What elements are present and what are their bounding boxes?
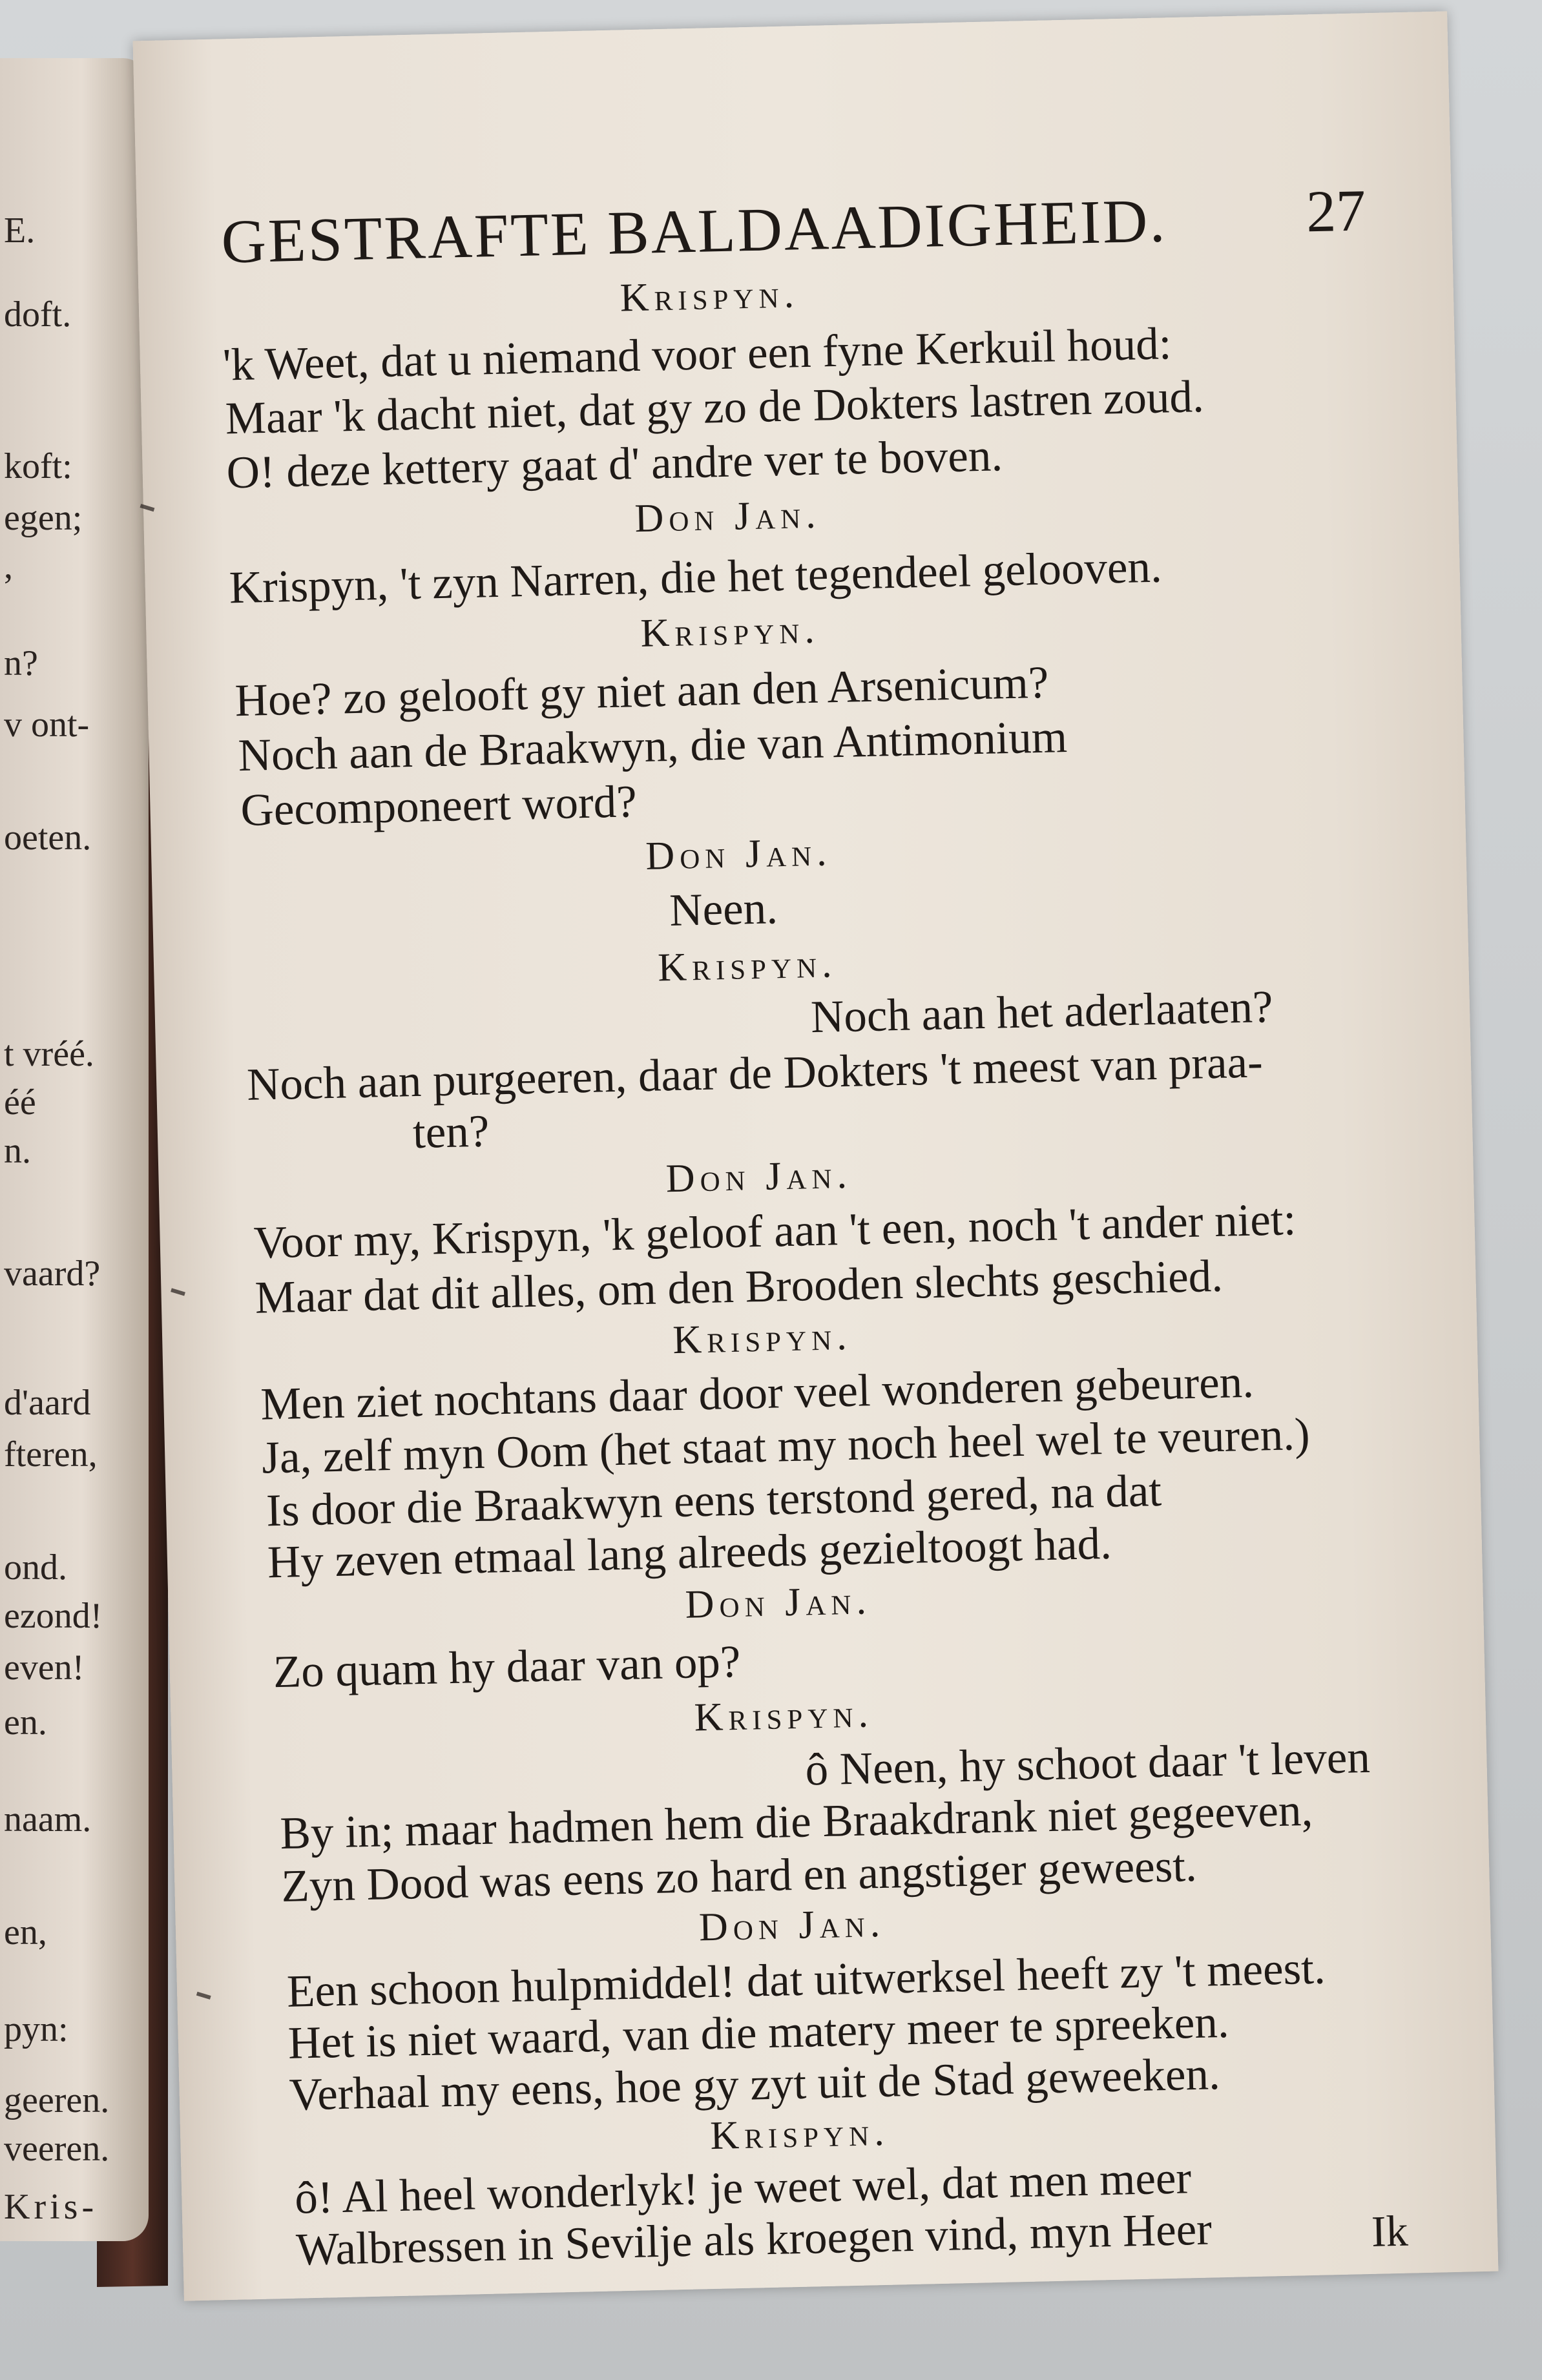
left-page-fragment: éé — [4, 1082, 36, 1123]
left-page-fragment: v ont- — [4, 705, 90, 745]
left-page-fragment: veeren. — [4, 2129, 110, 2169]
left-page-fragment: egen; — [4, 498, 83, 538]
speaker-name: Krispyn. — [709, 2109, 890, 2158]
speaker-name: Don Jan. — [645, 830, 833, 878]
verse-line: Maar dat dit alles, om den Brooden slechts geschied. — [254, 1250, 1224, 1323]
left-page-fragment: ezond! — [4, 1596, 103, 1636]
verse-line: Zo quam hy daar van op? — [273, 1636, 742, 1698]
verse-line: Noch aan het aderlaaten? — [810, 981, 1274, 1043]
verse-line: Voor my, Krispyn, 'k geloof aan 't een, noch 't ander niet: — [253, 1194, 1297, 1268]
right-page — [133, 11, 1499, 2301]
verse-line: Zyn Dood was eens zo hard en angstiger geweest. — [280, 1840, 1198, 1912]
verse-line: Gecomponeert word? — [240, 776, 638, 836]
page-mark — [196, 1992, 211, 2000]
left-page-fragment: en. — [4, 1702, 47, 1743]
speaker-name: Don Jan. — [698, 1901, 886, 1950]
left-page-fragment: naam. — [4, 1799, 92, 1839]
left-page-fragment: pyn: — [4, 2009, 68, 2049]
verse-line: Walbressen in Sevilje als kroegen vind, myn Heer — [295, 2204, 1213, 2275]
left-page-fragment: n. — [4, 1131, 31, 1171]
left-page-fragment: doft. — [4, 295, 72, 335]
verse-line: Het is niet waard, van die matery meer te spreeken. — [287, 1996, 1230, 2069]
verse-line: Hy zeven etmaal lang alreeds gezieltoogt had. — [267, 1518, 1112, 1588]
speaker-name: Krispyn. — [640, 607, 820, 656]
speaker-name: Don Jan. — [684, 1578, 872, 1627]
left-page-fragment: oeten. — [4, 818, 92, 858]
verse-line: ô! Al heel wonderlyk! je weet wel, dat men meer — [294, 2153, 1192, 2224]
page-mark — [171, 1288, 185, 1296]
left-page-fragment: fteren, — [4, 1434, 98, 1475]
speaker-name: Don Jan. — [634, 492, 822, 541]
verse-line: Men ziet nochtans daar door veel wonderen gebeuren. — [260, 1356, 1255, 1430]
verse-line: Noch aan de Braakwyn, die van Antimonium — [237, 712, 1068, 781]
verse-line: Is door die Braakwyn eens terstond gered, na dat — [266, 1465, 1162, 1537]
verse-line: Neen. — [669, 883, 778, 936]
verse-line: Ja, zelf myn Oom (het staat my noch heel wel te veuren.) — [261, 1409, 1311, 1484]
left-page — [0, 58, 149, 2241]
left-page-fragment: , — [4, 546, 13, 586]
verse-line: ten? — [412, 1106, 490, 1159]
left-page-fragment: E. — [4, 211, 36, 251]
speaker-name: Krispyn. — [620, 272, 800, 320]
left-page-fragment: ond. — [4, 1547, 67, 1588]
speaker-name: Krispyn. — [657, 942, 838, 990]
verse-line: Een schoon hulpmiddel! dat uitwerksel heeft zy 't meest. — [286, 1943, 1326, 2017]
speaker-name: Don Jan. — [665, 1152, 853, 1201]
verse-line: Krispyn, 't zyn Narren, die het tegendeel gelooven. — [228, 541, 1163, 614]
left-page-fragment: d'aard — [4, 1383, 91, 1423]
running-head: GESTRAFTE BALDAADIGHEID. — [220, 185, 1168, 276]
left-page-fragment: Kris- — [4, 2187, 98, 2227]
verse-line: ô Neen, hy schoot daar 't leven — [804, 1732, 1371, 1795]
verse-line: O! deze kettery gaat d' andre ver te boven. — [225, 430, 1003, 499]
verse-line: Maar 'k dacht niet, dat gy zo de Dokters lastren zoud. — [224, 371, 1205, 444]
page-number: 27 — [1305, 177, 1367, 245]
left-page-fragment: koft: — [4, 446, 72, 486]
speaker-name: Krispyn. — [693, 1692, 874, 1740]
catchword: Ik — [1371, 2206, 1409, 2256]
speaker-name: Krispyn. — [672, 1314, 853, 1363]
verse-line: Hoe? zo gelooft gy niet aan den Arsenicum? — [234, 657, 1050, 727]
verse-line: Noch aan purgeeren, daar de Dokters 't meest van praa- — [246, 1037, 1264, 1110]
left-page-fragment: vaard? — [4, 1254, 101, 1294]
verse-line: By in; maar hadmen hem die Braakdrank niet gegeeven, — [279, 1785, 1313, 1859]
left-page-fragment: en, — [4, 1912, 47, 1952]
verse-line: 'k Weet, dat u niemand voor een fyne Kerkuil houd: — [222, 318, 1172, 391]
verse-line: Verhaal my eens, hoe gy zyt uit de Stad geweeken. — [288, 2049, 1221, 2120]
left-page-fragment: t vréé. — [4, 1034, 94, 1074]
left-page-fragment: n? — [4, 643, 38, 683]
left-page-fragment: even! — [4, 1648, 85, 1688]
left-page-fragment: geeren. — [4, 2080, 110, 2120]
